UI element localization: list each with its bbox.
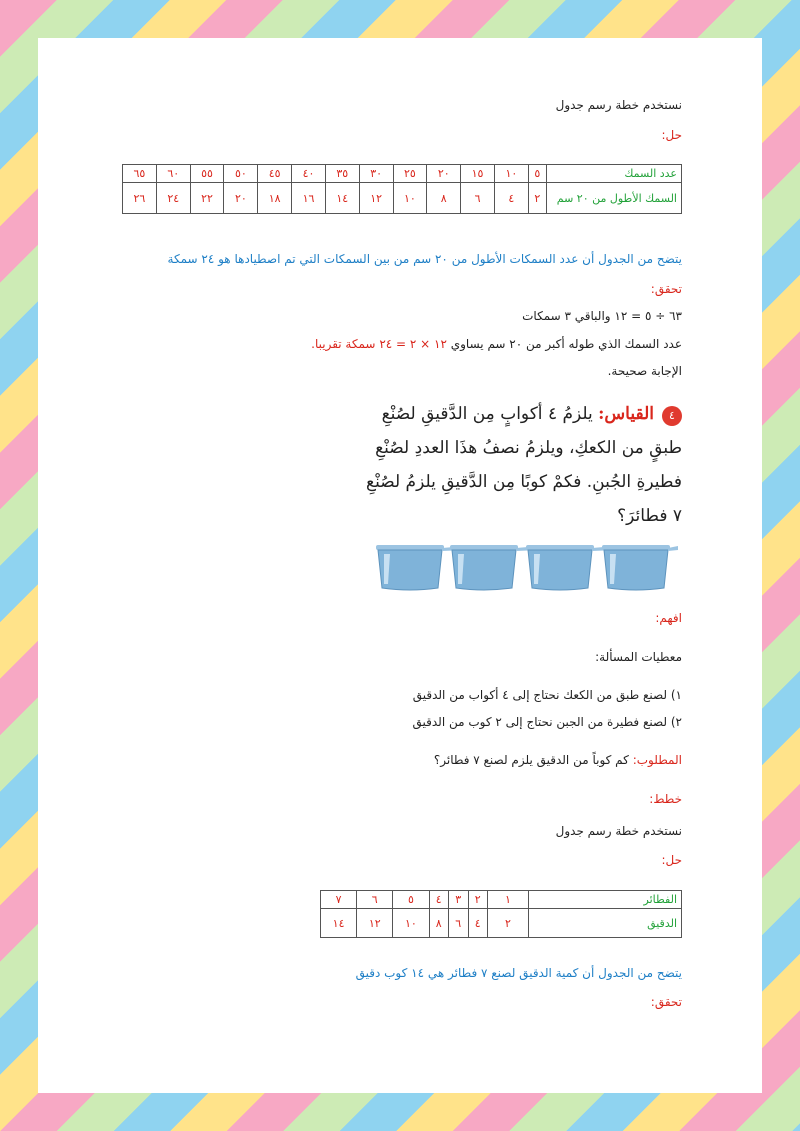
problem-line: طبقٍ من الكعكِ، ويلزمُ نصفُ هذَا العددِ لصُنْعِ <box>375 438 682 458</box>
table-cell: ٤ <box>429 891 449 909</box>
table-cell: ٤٥ <box>258 165 292 183</box>
solve-label: حل: <box>661 128 682 142</box>
table-cell: ٢ <box>528 183 546 214</box>
table-cell: ٣ <box>449 891 469 909</box>
table-cell: ٥٥ <box>190 165 224 183</box>
check-result-value: ١٢ × ٢ = ٢٤ سمكة تقريبا. <box>311 337 447 351</box>
table-cell: ١٠ <box>494 165 528 183</box>
problem-line: فطيرةِ الجُبنِ. فكمْ كوبًا مِن الدَّقيقِ يلزمُ لصُنْعِ <box>366 472 682 492</box>
table-cell: ٦ <box>357 891 393 909</box>
table-cell: ١٠ <box>393 183 427 214</box>
table-cell: ١٦ <box>292 183 326 214</box>
table-cell: ٨ <box>427 183 461 214</box>
table-row <box>123 165 682 183</box>
table-cell: ١٤ <box>321 909 357 938</box>
plan-line: نستخدم خطة رسم جدول <box>555 98 682 112</box>
table-cell: ٢٢ <box>190 183 224 214</box>
table-cell: ٨ <box>429 909 449 938</box>
table-cell: ٤٠ <box>292 165 326 183</box>
problem-line: ٧ فطائرَ؟ <box>617 506 682 526</box>
table-cell: ١ <box>488 891 529 909</box>
table-row <box>321 909 682 938</box>
table-cell: ٢٠ <box>224 183 258 214</box>
fish-table <box>122 164 682 214</box>
problem-box <box>316 400 682 540</box>
table-cell: ٢٠ <box>427 165 461 183</box>
measuring-cup-icon <box>450 545 540 590</box>
problem-line <box>382 404 654 424</box>
table-cell: ١٢ <box>357 909 393 938</box>
understand-label: افهم: <box>655 611 682 625</box>
given-item: ٢) لصنع فطيرة من الجبن نحتاج إلى ٢ كوب من الدقيق <box>412 715 682 729</box>
table-cell: ١٢ <box>359 183 393 214</box>
table-cell: ٣٥ <box>325 165 359 183</box>
table-cell: ١٠ <box>393 909 429 938</box>
table-cell: ٦٠ <box>156 165 190 183</box>
pie-flour-table <box>320 890 682 938</box>
table-cell: ٤ <box>468 909 488 938</box>
table-row <box>123 183 682 214</box>
given-item: ١) لصنع طبق من الكعك نحتاج إلى ٤ أكواب من الدقيق <box>412 688 682 702</box>
required-label: المطلوب: <box>632 753 682 767</box>
correct-answer: الإجابة صحيحة. <box>607 364 682 378</box>
check-calc: ٦٣ ÷ ٥ = ١٢ والباقي ٣ سمكات <box>522 309 682 323</box>
problem-number-badge: ٤ <box>662 406 682 426</box>
check-result-text: عدد السمك الذي طوله أكبر من ٢٠ سم يساوي <box>446 337 682 351</box>
row-header: الفطائر <box>529 891 682 909</box>
check-label: تحقق: <box>650 995 682 1009</box>
problem-text: يلزمُ ٤ أكوابٍ مِن الدَّقيقِ لصُنْعِ <box>381 404 593 424</box>
plan-label: خطط: <box>649 792 682 806</box>
table-cell: ٢٦ <box>123 183 157 214</box>
conclusion-text: يتضح من الجدول أن عدد السمكات الأطول من ٢٠ سم من بين السمكات التي تم اصطيادها هو ٢٤ سمكة <box>167 252 682 266</box>
table-cell: ٢ <box>488 909 529 938</box>
check-label: تحقق: <box>650 282 682 296</box>
table-cell: ٦ <box>449 909 469 938</box>
table-cell: ٢ <box>468 891 488 909</box>
problem-title: القياس: <box>598 404 654 424</box>
row-header: الدقيق <box>529 909 682 938</box>
table-cell: ٥ <box>528 165 546 183</box>
table-cell: ٢٤ <box>156 183 190 214</box>
solve-label: حل: <box>661 853 682 867</box>
table-cell: ٦٥ <box>123 165 157 183</box>
row-header: عدد السمك <box>547 165 682 183</box>
table-cell: ١٤ <box>325 183 359 214</box>
table-cell: ١٥ <box>461 165 495 183</box>
measuring-cup-icon <box>526 545 616 590</box>
table-cell: ١٨ <box>258 183 292 214</box>
table-cell: ٥ <box>393 891 429 909</box>
plan-line: نستخدم خطة رسم جدول <box>555 824 682 838</box>
table-cell: ٧ <box>321 891 357 909</box>
measuring-cups-image <box>340 542 680 594</box>
conclusion-text: يتضح من الجدول أن كمية الدقيق لصنع ٧ فطائر هي ١٤ كوب دقيق <box>355 966 682 980</box>
table-cell: ٣٠ <box>359 165 393 183</box>
table-cell: ٤ <box>494 183 528 214</box>
givens-label: معطيات المسألة: <box>595 650 682 664</box>
table-row <box>321 891 682 909</box>
measuring-cup-icon <box>602 545 678 590</box>
required-line <box>434 753 682 767</box>
check-result <box>311 337 682 351</box>
table-cell: ٥٠ <box>224 165 258 183</box>
table-cell: ٦ <box>461 183 495 214</box>
row-header: السمك الأطول من ٢٠ سم <box>547 183 682 214</box>
table-cell: ٢٥ <box>393 165 427 183</box>
required-text: كم كوباً من الدقيق يلزم لصنع ٧ فطائر؟ <box>433 753 633 767</box>
